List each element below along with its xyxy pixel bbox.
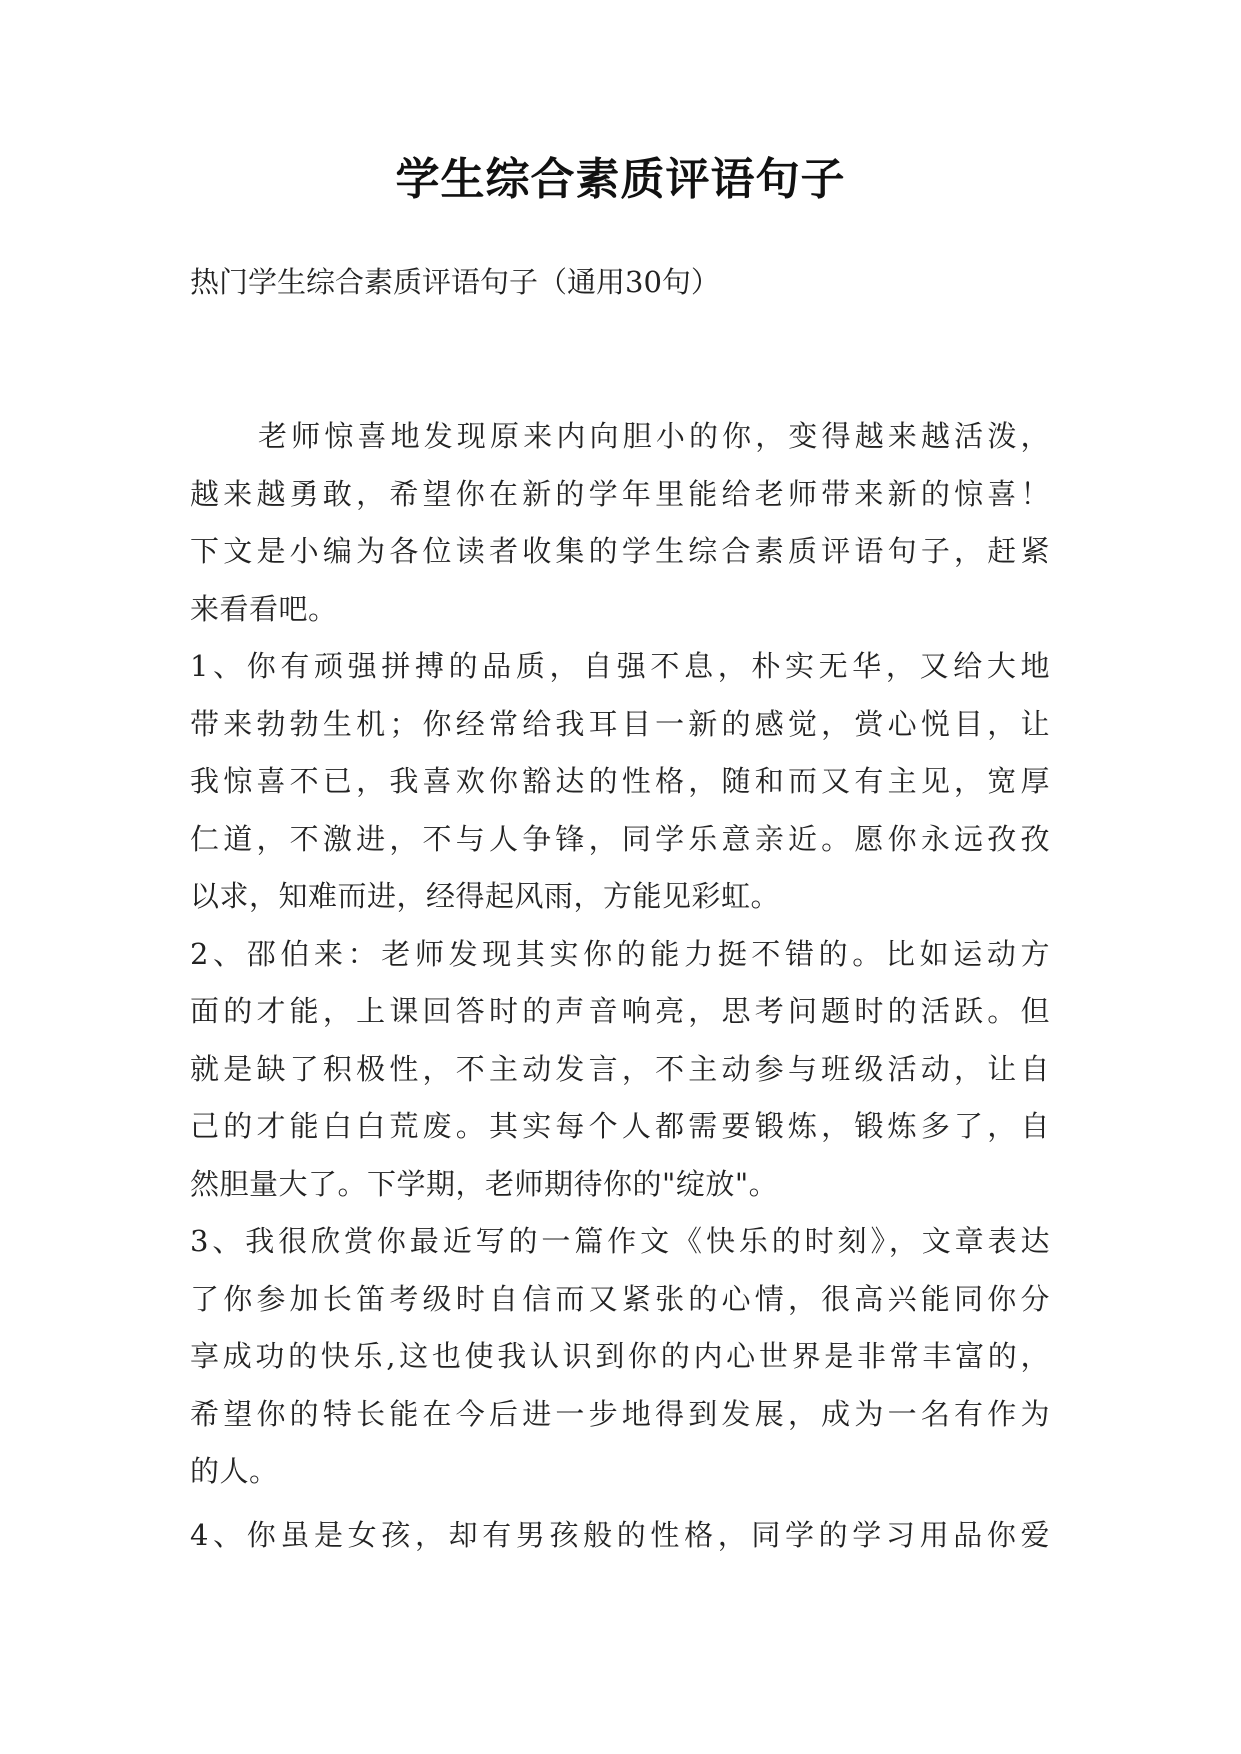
comment-item-2	[190, 926, 1050, 1214]
comment-item-1	[190, 638, 1050, 926]
text-line: 享成功的快乐,这也使我认识到你的内心世界是非常丰富的，	[190, 1339, 1050, 1373]
comment-item-3	[190, 1213, 1050, 1501]
text-line: 仁道，不激进，不与人争锋，同学乐意亲近。愿你永远孜孜	[190, 821, 1050, 856]
text-line: 老师惊喜地发现原来内向胆小的你，变得越来越活泼，	[258, 419, 1050, 453]
text-line: 了你参加长笛考级时自信而又紧张的心情，很高兴能同你分	[190, 1281, 1050, 1316]
text-line: 带来勃勃生机；你经常给我耳目一新的感觉，赏心悦目，让	[190, 706, 1050, 741]
text-line: 我惊喜不已，我喜欢你豁达的性格，随和而又有主见，宽厚	[190, 764, 1050, 798]
text-line: 然胆量大了。下学期，老师期待你的"绽放"。	[190, 1166, 779, 1201]
text-line: 就是缺了积极性，不主动发言，不主动参与班级活动，让自	[190, 1051, 1050, 1086]
text-line: 3、我很欣赏你最近写的一篇作文《快乐的时刻》，文章表达	[190, 1224, 1050, 1258]
text-line: 下文是小编为各位读者收集的学生综合素质评语句子，赶紧	[190, 534, 1050, 568]
document-title: 学生综合素质评语句子	[395, 154, 846, 205]
document-subtitle: 热门学生综合素质评语句子（通用30句）	[190, 265, 720, 299]
text-line: 1、你有顽强拼搏的品质，自强不息，朴实无华，又给大地	[190, 649, 1050, 683]
text-line: 希望你的特长能在今后进一步地得到发展，成为一名有作为	[190, 1396, 1050, 1431]
text-line: 4、你虽是女孩，却有男孩般的性格，同学的学习用品你爱	[190, 1517, 1050, 1552]
text-line: 越来越勇敢，希望你在新的学年里能给老师带来新的惊喜！	[190, 476, 1050, 511]
text-line: 己的才能白白荒废。其实每个人都需要锻炼，锻炼多了，自	[190, 1109, 1050, 1143]
comment-item-4	[190, 1507, 1050, 1565]
text-line: 2、邵伯来：老师发现其实你的能力挺不错的。比如运动方	[190, 936, 1050, 971]
text-line: 面的才能，上课回答时的声音响亮，思考问题时的活跃。但	[190, 994, 1050, 1028]
text-line: 以求，知难而进，经得起风雨，方能见彩虹。	[190, 879, 781, 913]
intro-paragraph	[190, 408, 1050, 638]
document-body	[190, 408, 1050, 1564]
text-line: 的人。	[190, 1454, 279, 1488]
text-line: 来看看吧。	[190, 591, 338, 626]
